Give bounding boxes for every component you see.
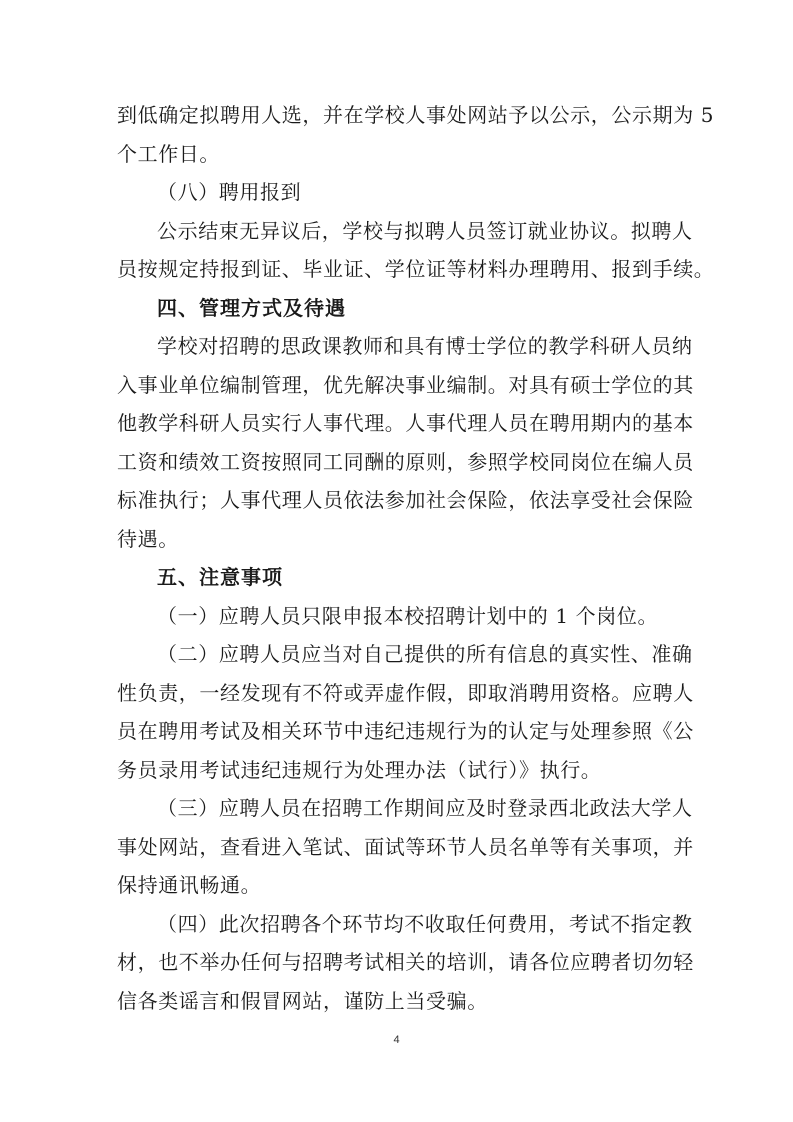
text-line: 材，也不举办任何与招聘考试相关的培训，请各位应聘者切勿轻	[117, 950, 694, 974]
text-line: 员在聘用考试及相关环节中违纪违规行为的认定与处理参照《公	[117, 719, 694, 743]
text-line: 标准执行；人事代理人员依法参加社会保险，依法享受社会保险	[117, 488, 694, 512]
text-line: 务员录用考试违纪违规行为处理办法（试行）》执行。	[117, 757, 602, 782]
text-line: 公示结束无异议后，学校与拟聘人员签订就业协议。拟聘人	[157, 218, 693, 243]
document-body	[117, 96, 737, 1020]
section-heading: 五、注意事项	[157, 565, 283, 589]
text-line: （三）应聘人员在招聘工作期间应及时登录西北政法大学人	[157, 796, 693, 820]
text-line: （四）此次招聘各个环节均不收取任何费用，考试不指定教	[157, 911, 693, 936]
text-line: 他教学科研人员实行人事代理。人事代理人员在聘用期内的基本	[117, 411, 694, 435]
text-line: 到低确定拟聘用人选，并在学校人事处网站予以公示，公示期为 5	[117, 103, 715, 127]
subsection-heading: （八）聘用报到	[157, 180, 302, 204]
text-line: 工资和绩效工资按照同工同酬的原则，参照学校同岗位在编人员	[117, 449, 694, 474]
text-line: 保持通讯畅通。	[117, 873, 262, 897]
section-heading: 四、管理方式及待遇	[157, 295, 346, 320]
text-line: 待遇。	[117, 526, 179, 551]
text-line: （二）应聘人员应当对自己提供的所有信息的真实性、准确	[157, 642, 693, 666]
text-line: 事处网站，查看进入笔试、面试等环节人员名单等有关事项，并	[117, 834, 694, 859]
text-line: 个工作日。	[117, 141, 220, 166]
page-number: 4	[393, 1034, 400, 1046]
text-line: 学校对招聘的思政课教师和具有博士学位的教学科研人员纳	[157, 334, 693, 358]
text-line: 员按规定持报到证、毕业证、学位证等材料办理聘用、报到手续。	[117, 257, 715, 281]
text-line: 入事业单位编制管理，优先解决事业编制。对具有硕士学位的其	[117, 372, 694, 397]
text-line: 信各类谣言和假冒网站，谨防上当受骗。	[117, 988, 488, 1013]
text-line: 性负责，一经发现有不符或弄虚作假，即取消聘用资格。应聘人	[117, 680, 694, 705]
text-line: （一）应聘人员只限申报本校招聘计划中的 1 个岗位。	[157, 603, 659, 628]
